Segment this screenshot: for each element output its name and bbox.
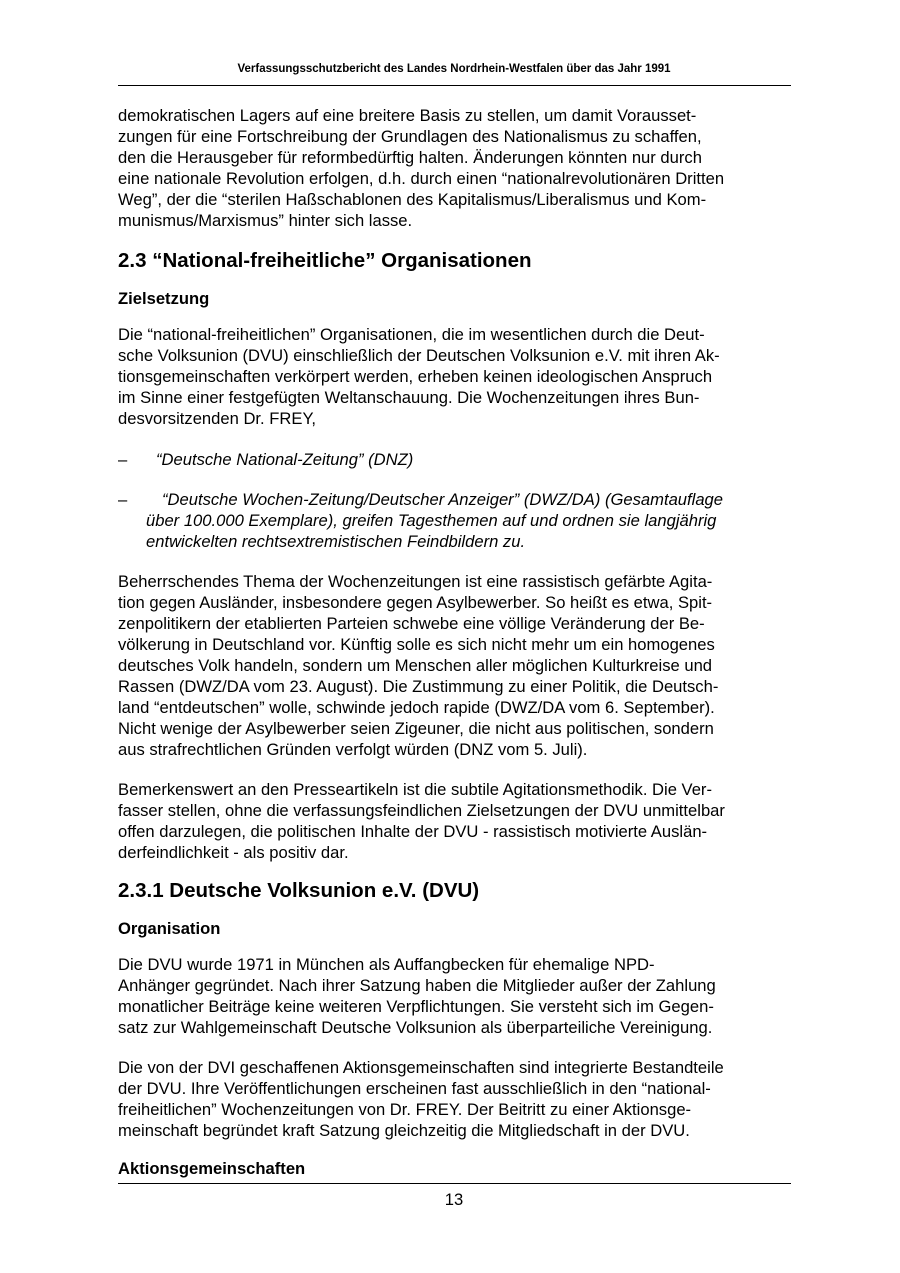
text-line: zenpolitikern der etablierten Parteien schwebe eine völlige Veränderung der Be- xyxy=(118,614,705,633)
text-line: völkerung in Deutschland vor. Künftig solle es sich nicht mehr um ein homogenes xyxy=(118,635,715,654)
text-line: zungen für eine Fortschreibung der Grundlagen des Nationalismus zu schaffen, xyxy=(118,127,702,146)
text-line: der DVU. Ihre Veröffentlichungen erscheinen fast ausschließlich in den “national- xyxy=(118,1079,711,1098)
subheading-zielsetzung: Zielsetzung xyxy=(118,289,210,308)
text-line: Bemerkenswert an den Presseartikeln ist die subtile Agitationsmethodik. Die Ver- xyxy=(118,780,712,799)
text-line: Beherrschendes Thema der Wochenzeitungen ist eine rassistisch gefärbte Agita- xyxy=(118,572,713,591)
text-line: Die “national-freiheitlichen” Organisationen, die im wesentlichen durch die Deut- xyxy=(118,325,705,344)
text-line: monatlicher Beiträge keine weiteren Verpflichtungen. Sie versteht sich im Gegen- xyxy=(118,997,714,1016)
text-line: Rassen (DWZ/DA vom 23. August). Die Zustimmung zu einer Politik, die Deutsch- xyxy=(118,677,719,696)
text-line: eine nationale Revolution erfolgen, d.h. durch einen “nationalrevolutionären Dritten xyxy=(118,169,725,188)
dvi-paragraph xyxy=(118,1057,790,1141)
footer-rule xyxy=(118,1183,791,1184)
text-line: den die Herausgeber für reformbedürftig halten. Änderungen könnten nur durch xyxy=(118,148,702,167)
subheading-aktionsgemeinschaften: Aktionsgemeinschaften xyxy=(118,1159,306,1178)
header-rule xyxy=(118,85,791,86)
dash-icon: – xyxy=(118,490,128,509)
organisation-paragraph xyxy=(118,954,790,1038)
text-line: desvorsitzenden Dr. FREY, xyxy=(118,409,316,428)
page-content xyxy=(118,105,790,1179)
text-line: tion gegen Ausländer, insbesondere gegen Asylbewerber. So heißt es etwa, Spit- xyxy=(118,593,713,612)
text-line: derfeindlichkeit - als positiv dar. xyxy=(118,843,349,862)
text-line: offen darzulegen, die politischen Inhalte der DVU - rassistisch motivierte Auslän- xyxy=(118,822,708,841)
text-line: satz zur Wahlgemeinschaft Deutsche Volksunion als überparteiliche Vereinigung. xyxy=(118,1018,713,1037)
text-line: im Sinne einer festgefügten Weltanschauung. Die Wochenzeitungen ihres Bun- xyxy=(118,388,700,407)
page-number: 13 xyxy=(444,1190,464,1209)
text-line: entwickelten rechtsextremistischen Feindbildern zu. xyxy=(146,532,526,551)
text-line: Weg”, der die “sterilen Haßschablonen des Kapitalismus/Liberalismus und Kom- xyxy=(118,190,707,209)
zielsetzung-paragraph xyxy=(118,324,790,429)
text-line: munismus/Marxismus” hinter sich lasse. xyxy=(118,211,413,230)
text-line: Anhänger gegründet. Nach ihrer Satzung haben die Mitglieder außer der Zahlung xyxy=(118,976,716,995)
text-line: Die DVU wurde 1971 in München als Auffangbecken für ehemalige NPD- xyxy=(118,955,655,974)
dash-icon: – xyxy=(118,450,128,469)
text-line: demokratischen Lagers auf eine breitere Basis zu stellen, um damit Vorausset- xyxy=(118,106,697,125)
section-heading-2-3-1: 2.3.1 Deutsche Volksunion e.V. (DVU) xyxy=(118,879,480,902)
text-line: “Deutsche Wochen-Zeitung/Deutscher Anzeiger” (DWZ/DA) (Gesamtauflage xyxy=(162,490,724,509)
bullet-item xyxy=(118,449,790,470)
section-heading-2-3: 2.3 “National-freiheitliche” Organisationen xyxy=(118,249,532,272)
text-line: freiheitlichen” Wochenzeitungen von Dr. FREY. Der Beitritt zu einer Aktionsge- xyxy=(118,1100,692,1119)
bemerkenswert-paragraph xyxy=(118,779,790,863)
text-line: meinschaft begründet kraft Satzung gleichzeitig die Mitgliedschaft in der DVU. xyxy=(118,1121,690,1140)
running-header: Verfassungsschutzbericht des Landes Nordrhein-Westfalen über das Jahr 1991 xyxy=(237,63,671,75)
text-line: fasser stellen, ohne die verfassungsfeindlichen Zielsetzungen der DVU unmittelbar xyxy=(118,801,725,820)
subheading-organisation: Organisation xyxy=(118,919,221,938)
intro-paragraph xyxy=(118,105,790,231)
text-line: tionsgemeinschaften verkörpert werden, erheben keinen ideologischen Anspruch xyxy=(118,367,713,386)
text-line: deutsches Volk handeln, sondern um Menschen aller möglichen Kulturkreise und xyxy=(118,656,713,675)
thema-paragraph xyxy=(118,571,790,760)
text-line: über 100.000 Exemplare), greifen Tagesthemen auf und ordnen sie langjährig xyxy=(146,511,717,530)
text-line: land “entdeutschen” wolle, schwinde jedoch rapide (DWZ/DA vom 6. September). xyxy=(118,698,715,717)
text-line: Nicht wenige der Asylbewerber seien Zigeuner, die nicht aus politischen, sondern xyxy=(118,719,714,738)
bullet-item xyxy=(118,489,790,552)
text-line: sche Volksunion (DVU) einschließlich der Deutschen Volksunion e.V. mit ihren Ak- xyxy=(118,346,720,365)
bullet-text: “Deutsche National-Zeitung” (DNZ) xyxy=(156,450,414,469)
text-line: Die von der DVI geschaffenen Aktionsgemeinschaften sind integrierte Bestandteile xyxy=(118,1058,724,1077)
text-line: aus strafrechtlichen Gründen verfolgt würden (DNZ vom 5. Juli). xyxy=(118,740,588,759)
